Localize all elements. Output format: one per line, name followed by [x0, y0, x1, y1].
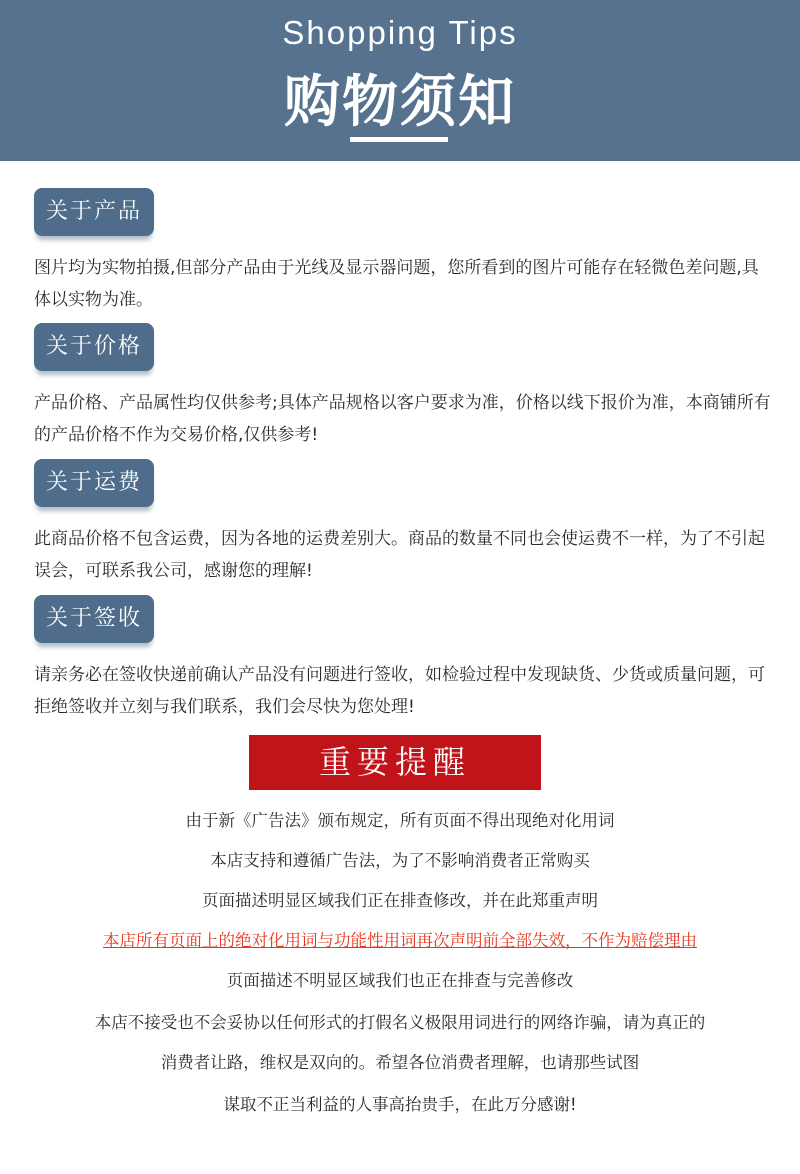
important-notice-banner: 重要提醒: [249, 735, 541, 790]
notice-line: 消费者让路，维权是双向的。希望各位消费者理解，也请那些试图: [160, 1053, 640, 1072]
header-title-en: Shopping Tips: [282, 14, 518, 51]
section-text-product: 图片均为实物拍摄,但部分产品由于光线及显示器问题，您所看到的图片可能存在轻微色差问题,具体以实物为准。: [34, 258, 759, 310]
notice-line: 本店不接受也不会妥协以任何形式的打假名义极限用词进行的网络诈骗，请为真正的: [94, 1013, 706, 1032]
section-text-price: 产品价格、产品属性均仅供参考;具体产品规格以客户要求为准，价格以线下报价为准，本商铺所有的产品价格不作为交易价格,仅供参考!: [34, 393, 771, 445]
section-label-price: 关于价格: [34, 323, 154, 371]
notice-line: 谋取不正当利益的人事高抬贵手，在此万分感谢!: [223, 1095, 577, 1114]
notice-line: 页面描述不明显区域我们也正在排查与完善修改: [226, 971, 574, 990]
notice-line-highlight: 本店所有页面上的绝对化用词与功能性用词再次声明前全部失效，不作为赔偿理由: [103, 931, 697, 950]
header-title-cn: 购物须知: [284, 70, 516, 135]
header-banner: [0, 0, 800, 161]
notice-line: 由于新《广告法》颁布规定，所有页面不得出现绝对化用词: [185, 811, 615, 830]
notice-line: 页面描述明显区域我们正在排查修改，并在此郑重声明: [202, 891, 598, 910]
section-text-receipt: 请亲务必在签收快递前确认产品没有问题进行签收，如检验过程中发现缺货、少货或质量问题，可拒绝签收并立刻与我们联系，我们会尽快为您处理!: [34, 665, 765, 717]
section-label-receipt: 关于签收: [34, 595, 154, 643]
header-underline: [350, 137, 448, 142]
section-label-shipping: 关于运费: [34, 459, 154, 507]
notice-line: 本店支持和遵循广告法，为了不影响消费者正常购买: [210, 851, 590, 870]
section-text-shipping: 此商品价格不包含运费，因为各地的运费差别大。商品的数量不同也会使运费不一样，为了不引起误会，可联系我公司，感谢您的理解!: [34, 529, 765, 581]
section-label-product: 关于产品: [34, 188, 154, 236]
